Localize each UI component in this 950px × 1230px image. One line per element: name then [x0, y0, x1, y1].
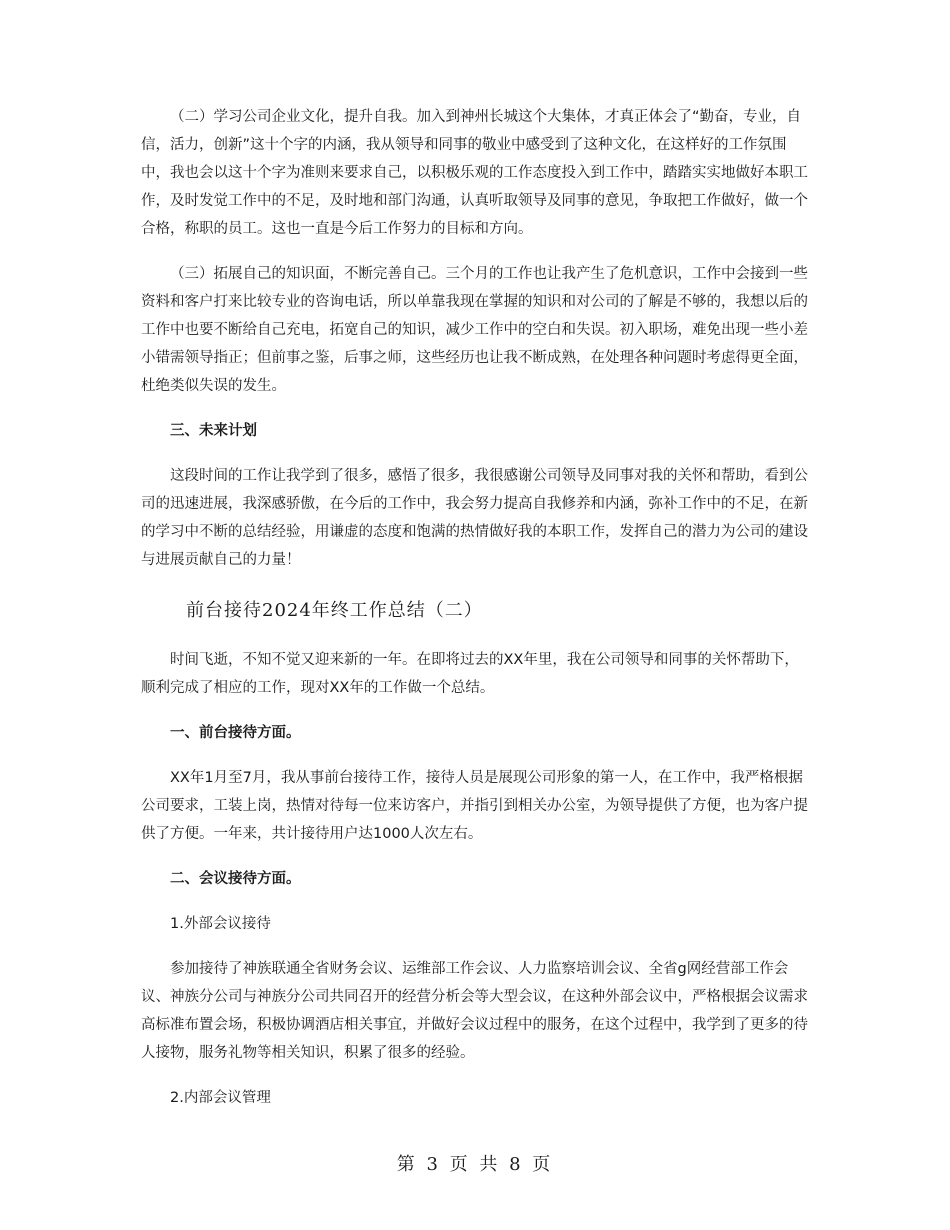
- subheading-external-meetings: 1.外部会议接待: [170, 916, 271, 932]
- paragraph-external-meetings: 参加接待了神族联通全省财务会议、运维部工作会议、人力监察培训会议、全省g网经营部工作会议、神族分公司与神族分公司共同召开的经营分析会等大型会议，在这种外部会议中，严格根据会议需求高标准布置会场，积极协调酒店相关事宜，并做好会议过程中的服务，在这个过程中，我学到了更多的待人接物，服务礼物等相关知识，积累了很多的经验。: [141, 961, 808, 1061]
- paragraph-knowledge: （三）拓展自己的知识面，不断完善自己。三个月的工作也让我产生了危机意识，工作中会接到一些资料和客户打来比较专业的咨询电话，所以单靠我现在掌握的知识和对公司的了解是不够的，我想以后的工作中也要不断给自己充电，拓宽自己的知识，减少工作中的空白和失误。初入职场，难免出现一些小差小错需领导指正；但前事之鉴，后事之师，这些经历也让我不断成熟，在处理各种问题时考虑得更全面，杜绝类似失误的发生。: [141, 266, 808, 394]
- section-title: 前台接待2024年终工作总结（二）: [186, 600, 483, 621]
- heading-front-desk: 一、前台接待方面。: [170, 725, 301, 741]
- paragraph-future-plan: 这段时间的工作让我学到了很多，感悟了很多，我很感谢公司领导及同事对我的关怀和帮助，看到公司的迅速进展，我深感骄傲，在今后的工作中，我会努力提高自我修养和内涵，弥补工作中的不足，在新的学习中不断的总结经验，用谦虚的态度和饱满的热情做好我的本职工作，发挥自己的潜力为公司的建设与进展贡献自己的力量！: [141, 468, 808, 568]
- paragraph-intro: 时间飞逝，不知不觉又迎来新的一年。在即将过去的XX年里，我在公司领导和同事的关怀帮助下，顺利完成了相应的工作，现对XX年的工作做一个总结。: [141, 652, 799, 696]
- page-footer: 第 3 页 共 8 页: [396, 1154, 554, 1175]
- subheading-internal-meetings: 2.内部会议管理: [170, 1090, 271, 1106]
- heading-meeting-reception: 二、会议接待方面。: [170, 871, 301, 887]
- paragraph-culture: （二）学习公司企业文化，提升自我。加入到神州长城这个大集体，才真正体会了“勤奋，专业，自信，活力，创新”这十个字的内涵，我从领导和同事的敬业中感受到了这种文化，在这样好的工作氛围中，我也会以这十个字为准则来要求自己，以积极乐观的工作态度投入到工作中，踏踏实实地做好本职工作，及时发觉工作中的不足，及时地和部门沟通，认真听取领导及同事的意见，争取把工作做好，做一个合格，称职的员工。这也一直是今后工作努力的目标和方向。: [141, 109, 808, 237]
- heading-future-plan: 三、未来计划: [170, 423, 257, 439]
- page-body: [141, 103, 813, 1112]
- paragraph-front-desk: XX年1月至7月，我从事前台接待工作，接待人员是展现公司形象的第一人，在工作中，我严格根据公司要求，工装上岗，热情对待每一位来访客户，并指引到相关办公室，为领导提供了方便，也为客户提供了方便。一年来，共计接待用户达1000人次左右。: [141, 770, 808, 842]
